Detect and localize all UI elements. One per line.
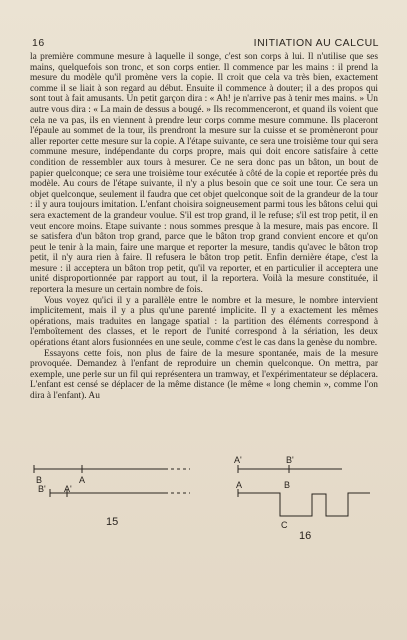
figure-16-caption: 16 [299,530,312,542]
figures-area [30,448,378,578]
figure-15-label-b-prime: B' [38,484,46,494]
page-number: 16 [32,37,45,49]
paragraph: Vous voyez qu'ici il y a parallèle entre le nombre et la mesure, le nombre intervient implicitement, mais il y a plus qu'une parenté implicite. Il y a exactement les mêmes opérations, mais traduites en langage spatial : la partition des éléments correspond à l'emboîtement des classes, et le report de l'unité correspond à la sériation, les deux opérations étant alors fusionnées en une seule, comme c'est le cas dans la genèse du nombre. [30,295,378,349]
paragraph: la première commune mesure à laquelle il songe, c'est son corps à lui. Il n'utilise que ses mains, quelquefois son tronc, et son corps entier. Il commence par les mains : il prend la mesure du modèle qu'il promène vers la copie. Il croit que cela va très bien, exactement comme il se liait à son regard au début. Ensuite il commence à douter; il a des propos qui sont tout à fait amusants. Un petit garçon dira : « Ah! je n'arrive pas à tenir mes mains. » Un autre vous dira : « La main de dessus a bougé. » Ils recommenceront, et quand ils voient que cela ne va pas, ils en viennent à prendre leur corps comme mesure commune. Ils placeront l'épaule au sommet de la tour, ils prendront la mesure sur la cuisse et se promèneront pour aller reporter cette mesure sur la copie. A l'étape suivante, ce sera une troisième tour qui sera commune mesure, indépendante du corps propre, mais qui doit encore satisfaire à cette condition de ressembler aux tours à mesurer. Ce ne sera donc pas un bâton, un bout de papier quelconque; ce sera une troisième tour exécutée à côté de la copie et reportée près du modèle. Au cours de l'étape suivante, il n'y a plus besoin que ce soit une tour. Ce sera un objet quelconque, seulement il faudra que cet objet quelconque soit de la grandeur de la tour : il y aura toujours imitation. L'enfant choisira soigneusement parmi tous les bâtons celui qui sera exactement de la grandeur voulue. S'il est trop grand, il le refuse; s'il est trop petit, il en veut encore moins. Etape suivante : nous sommes presque à la mesure, mais pas encore. Il se satisfera d'un bâton trop grand, parce que le bâton trop grand convient encore et qu'on peut le tenir à la main, faire une marque et reporter la mesure, tandis qu'avec le bâton trop petit, il n'y aura rien à faire. Il refusera le bâton trop petit. Enfin dernière étape, c'est la mesure : il acceptera un bâton trop petit, qu'il va reporter, et en particulier il acceptera une unité disproportionnée par rapport au tout, il la reportera. Voilà la mesure constituée, il reportera la mesure un certain nombre de fois. [30,52,378,296]
figure-16-path-stepped [238,493,370,516]
figure-16-label-b: B [284,480,291,490]
paragraph: Essayons cette fois, non plus de faire de la mesure spontanée, mais de la mesure provoquée. Demandez à l'enfant de reproduire un chemin quelconque. On mettra, par exemple, une perle sur un fil qui représentera un tramway, et l'expérimentateur se déplacera. L'enfant est censé se déplacer de la même distance (le même « long chemin », comme l'on dira à l'enfant). Au [30,348,378,401]
figure-16-label-b-prime: B' [286,455,294,465]
figure-15 [34,465,190,528]
running-title: INITIATION AU CALCUL [253,37,379,49]
figure-16-label-a-prime: A' [234,455,242,465]
figure-16 [234,455,370,542]
figure-15-caption: 15 [106,516,119,528]
figures-svg [30,448,378,578]
figure-15-label-a-prime: A' [64,484,72,494]
page-header [30,37,379,51]
figure-16-label-a: A [236,480,243,490]
page-body-text [30,52,378,402]
figure-16-label-c: C [281,520,288,530]
figure-15-label-b: B [36,475,43,485]
figure-15-label-a: A [79,475,86,485]
